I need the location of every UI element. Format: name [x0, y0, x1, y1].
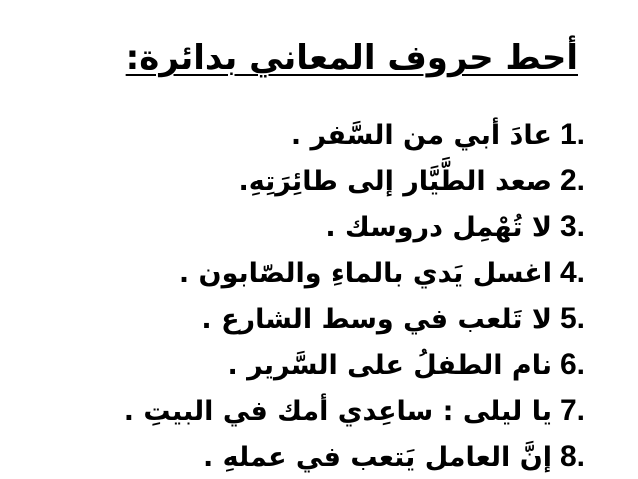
item-text: يا ليلى : ساعِدي أمك في البيتِ . — [123, 395, 552, 427]
sentence-list — [0, 112, 626, 479]
item-number: 8. — [560, 440, 586, 473]
list-item — [0, 434, 626, 479]
list-item — [0, 112, 626, 158]
item-number: 1. — [560, 118, 586, 151]
item-number: 7. — [560, 394, 586, 427]
list-item — [0, 158, 626, 204]
list-item — [0, 296, 626, 342]
list-item — [0, 388, 626, 434]
list-item — [0, 342, 626, 388]
item-number: 6. — [560, 348, 586, 381]
item-text: نام الطفلُ على السَّرير . — [227, 349, 552, 381]
item-number: 4. — [560, 256, 586, 289]
slide-title: أحط حروف المعاني بدائرة: — [125, 38, 578, 78]
item-text: لا تَلعب في وسط الشارع . — [201, 303, 552, 335]
item-text: إنَّ العامل يَتعب في عملهِ . — [202, 441, 552, 473]
item-text: عادَ أبي من السَّفر . — [290, 119, 552, 151]
item-number: 3. — [560, 210, 586, 243]
item-text: لا تُهْمِل دروسك . — [325, 211, 552, 243]
item-text: اغسل يَدي بالماءِ والصّابون . — [178, 257, 552, 289]
item-number: 2. — [560, 164, 586, 197]
item-text: صعد الطَّيَّار إلى طائِرَتِهِ. — [238, 165, 552, 197]
list-item — [0, 204, 626, 250]
item-number: 5. — [560, 302, 586, 335]
list-item — [0, 250, 626, 296]
